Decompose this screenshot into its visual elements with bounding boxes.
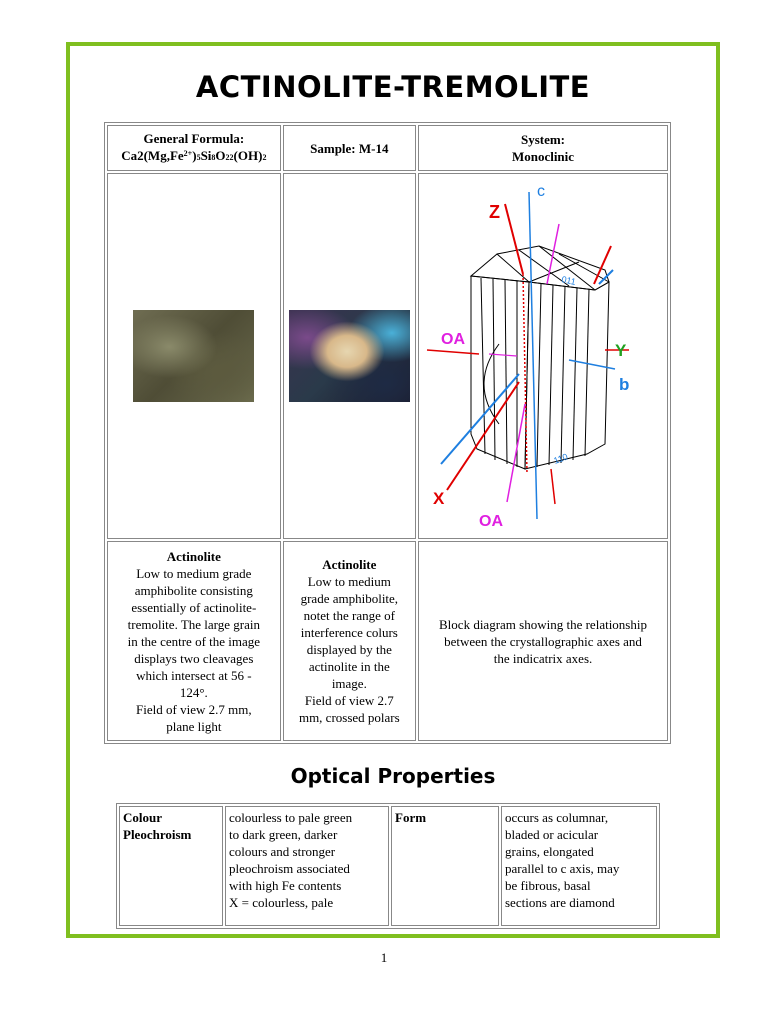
- page-frame: [66, 42, 720, 938]
- form-line: grains, elongated: [505, 844, 594, 859]
- mineral-table: [104, 122, 671, 744]
- face-110-label: 110: [552, 451, 570, 466]
- desc-line: mm, crossed polars: [298, 710, 400, 725]
- b-axis-label: b: [619, 375, 630, 394]
- colour-line: colourless to pale green: [229, 810, 353, 825]
- photo-plane-light: [133, 310, 254, 402]
- sample-cell: Sample: M-14: [283, 125, 416, 171]
- form-line: sections are diamond: [505, 895, 615, 910]
- photo-crossed-polars: [289, 310, 410, 402]
- form-line: bladed or acicular: [505, 827, 599, 842]
- desc-line: 124°.: [179, 684, 208, 700]
- desc-diagram: [418, 541, 668, 741]
- y-axis-label: Y: [615, 341, 627, 360]
- description-row: [107, 541, 668, 741]
- desc-line: image.: [331, 676, 367, 691]
- c-axis-label: c: [537, 183, 545, 200]
- desc-line: the indicatrix axes.: [493, 650, 593, 666]
- image-row: [107, 173, 668, 539]
- formula-label: General Formula:: [143, 131, 245, 146]
- desc-line: displayed by the: [306, 642, 392, 657]
- pleochroism-label: Pleochroism: [123, 827, 192, 842]
- form-label-cell: Form: [391, 806, 499, 926]
- desc-line: Low to medium grade: [136, 565, 252, 581]
- form-value-cell: [501, 806, 657, 926]
- formula-cell: [107, 125, 281, 171]
- desc-line: notet the range of: [303, 608, 395, 623]
- desc-crossed-polars: [283, 541, 416, 741]
- form-line: be fibrous, basal: [505, 878, 591, 893]
- system-value: Monoclinic: [511, 149, 575, 164]
- desc-line: actinolite in the: [308, 659, 390, 674]
- z-axis-label: Z: [489, 202, 500, 222]
- colour-line: with high Fe contents: [229, 878, 342, 893]
- colour-value-cell: [225, 806, 389, 926]
- optical-row: [119, 806, 657, 926]
- colour-line: pleochroism associated: [229, 861, 350, 876]
- desc-line: plane light: [166, 718, 222, 734]
- colour-line: to dark green, darker: [229, 827, 338, 842]
- desc-line: essentially of actinolite-: [131, 599, 257, 615]
- desc-line: between the crystallographic axes and: [444, 633, 642, 649]
- face-011-label: 011: [560, 274, 577, 287]
- desc-plane-light-title: Actinolite: [166, 548, 221, 564]
- desc-line: which intersect at 56 -: [136, 667, 252, 683]
- desc-line: Block diagram showing the relationship: [439, 616, 647, 632]
- header-row: [107, 125, 668, 171]
- x-axis-label: X: [433, 489, 445, 508]
- photo-crossed-polars-cell: [283, 173, 416, 539]
- desc-line: Low to medium: [307, 574, 391, 589]
- form-line: occurs as columnar,: [505, 810, 609, 825]
- desc-plane-light: [107, 541, 281, 741]
- desc-line: interference colurs: [300, 625, 398, 640]
- optical-properties-table: [116, 803, 660, 929]
- form-line: parallel to c axis, may: [505, 861, 620, 876]
- desc-line: tremolite. The large grain: [127, 616, 261, 632]
- desc-line: Field of view 2.7 mm,: [136, 701, 252, 717]
- page-title: ACTINOLITE-TREMOLITE: [195, 70, 591, 104]
- optical-properties-heading: Optical Properties: [290, 764, 496, 788]
- desc-line: grade amphibolite,: [300, 591, 399, 606]
- photo-plane-light-cell: [107, 173, 281, 539]
- system-cell: [418, 125, 668, 171]
- crystal-block-diagram: [419, 174, 667, 534]
- desc-crossed-polars-title: Actinolite: [322, 557, 377, 572]
- system-label: System:: [520, 132, 566, 147]
- colour-line: colours and stronger: [229, 844, 336, 859]
- desc-line: in the centre of the image: [127, 633, 261, 649]
- page-number: 1: [380, 950, 388, 965]
- oa-left-label: OA: [441, 331, 465, 348]
- colour-line: X = colourless, pale: [229, 895, 334, 910]
- desc-line: Field of view 2.7: [304, 693, 394, 708]
- desc-line: displays two cleavages: [134, 650, 254, 666]
- desc-line: amphibolite consisting: [134, 582, 253, 598]
- formula: $Ca2(Mg,Fe^{2+})5Si8O22(OH)2$: [121, 148, 267, 163]
- colour-label-cell: [119, 806, 223, 926]
- oa-bottom-label: OA: [479, 513, 503, 530]
- colour-label: Colour: [123, 810, 162, 825]
- diagram-cell: [418, 173, 668, 539]
